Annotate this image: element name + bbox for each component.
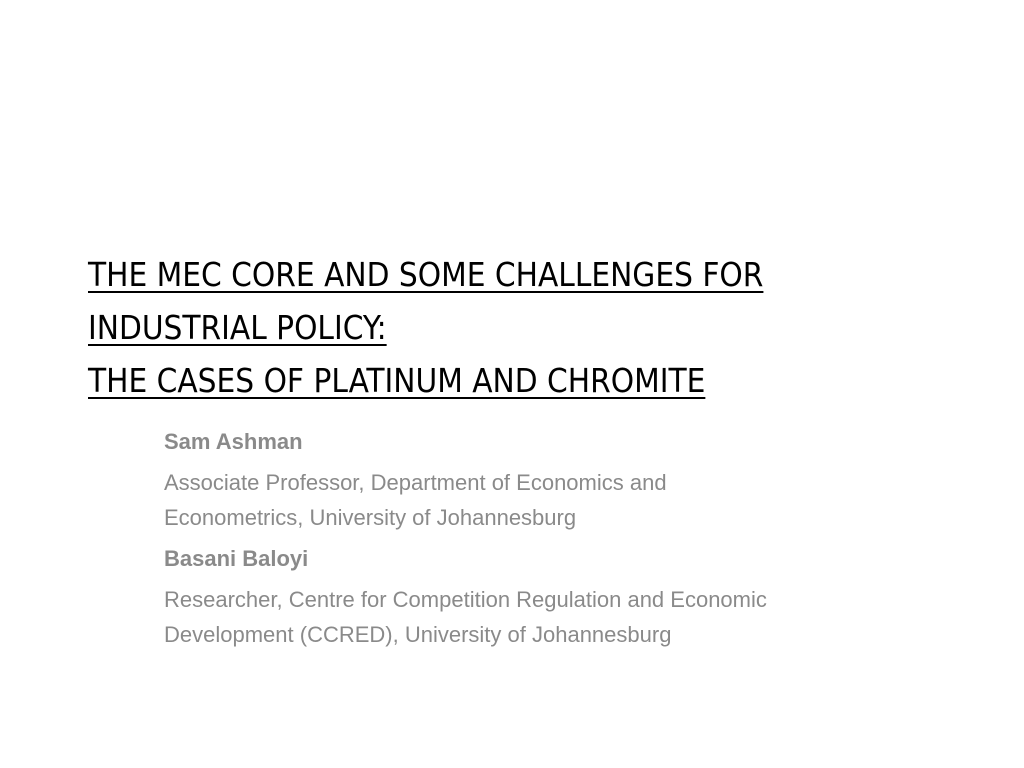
author-affiliation-1: Associate Professor, Department of Economics and Econometrics, University of Johannesburg bbox=[164, 470, 667, 530]
title-line-2: INDUSTRIAL POLICY: bbox=[88, 308, 387, 347]
author-name-1: Sam Ashman bbox=[164, 429, 303, 454]
title-line-1: THE MEC CORE AND SOME CHALLENGES FOR bbox=[88, 255, 764, 294]
slide-subtitle bbox=[164, 424, 784, 658]
slide-title bbox=[88, 248, 968, 407]
author-name-2: Basani Baloyi bbox=[164, 546, 309, 571]
author-affiliation-2: Researcher, Centre for Competition Regulation and Economic Development (CCRED), University of Johannesburg bbox=[164, 587, 767, 647]
title-line-3: THE CASES OF PLATINUM AND CHROMITE bbox=[88, 361, 706, 400]
